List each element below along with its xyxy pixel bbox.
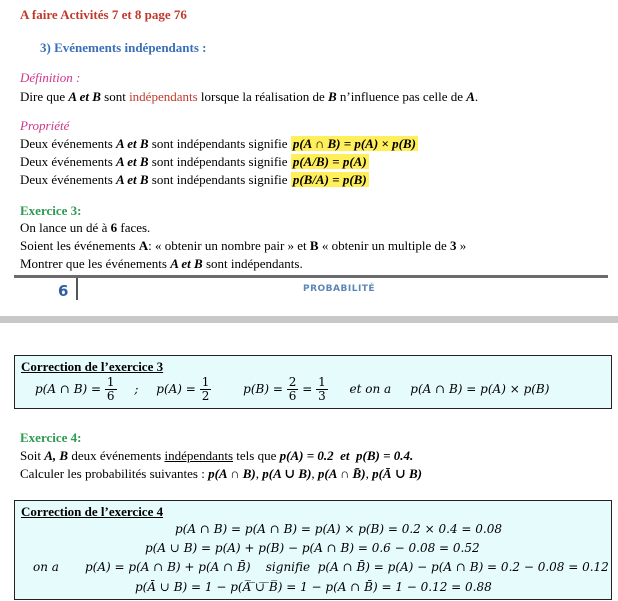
correction4-row-2: p(A ∪ B) = p(A) + p(B) − p(A ∩ B) = 0.6 − 0.08 = 0.52: [145, 541, 480, 555]
formula-highlight: p(B/A) = p(B): [292, 172, 367, 187]
propriete-line-2: Deux événements A et B sont indépendants signifie p(A/B) = p(A): [20, 154, 367, 169]
exercice3-line-3: Montrer que les événements A et B sont indépendants.: [20, 256, 303, 271]
formula-highlight: p(A/B) = p(A): [292, 154, 367, 169]
correction3-box: [14, 355, 612, 409]
correction4-row-3-prefix: on a: [33, 560, 59, 574]
correction3-title: Correction de l’exercice 3: [21, 359, 164, 374]
exercice3-line-1: On lance un dé à 6 faces.: [20, 220, 151, 235]
definition-text: Dire que A et B sont indépendants lorsque la réalisation de B n’influence pas celle de A.: [20, 89, 479, 104]
correction3-formulas: p(A ∩ B) = $\frac{1}{6}$ ; p(A) = $\frac{1}{2}$ p(B) = $\frac{2}{6}$ = $\frac{1}{3}$ et on a p(A ∩ B) = p(A) × p(B): [35, 375, 550, 403]
propriete-line-1: Deux événements A et B sont indépendants signifie p(A ∩ B) = p(A) × p(B): [20, 136, 416, 151]
propriete-label: Propriété: [20, 118, 70, 133]
exercice4-label: Exercice 4:: [20, 430, 82, 445]
exercice3-line-2: Soient les événements A: « obtenir un nombre pair » et B « obtenir un multiple de 3 »: [20, 238, 467, 253]
footer-divider: [76, 278, 78, 300]
correction4-row-3: p(A) = p(A ∩ B) + p(A ∩ B̄) signifie p(A ∩ B̄) = p(A) − p(A ∩ B) = 0.2 − 0.08 = 0.12: [85, 560, 609, 574]
page-header: A faire Activités 7 et 8 page 76: [20, 7, 187, 22]
page-separator: [0, 316, 618, 323]
formula-highlight: p(A ∩ B) = p(A) × p(B): [292, 136, 416, 151]
exercice3-label: Exercice 3:: [20, 203, 82, 218]
footer-label: PROBABILITÉ: [303, 284, 376, 294]
section-title: 3) Evénements indépendants :: [40, 40, 207, 55]
definition-label: Définition :: [20, 70, 81, 85]
propriete-line-3: Deux événements A et B sont indépendants signifie p(B/A) = p(B): [20, 172, 367, 187]
footer-rule: [14, 275, 608, 278]
page-number: 6: [58, 282, 69, 300]
exercice4-line-1: Soit A, B deux événements indépendants tels que p(A) = 0.2 et p(B) = 0.4.: [20, 448, 414, 463]
correction4-row-1: p(A ∩ B) = p(A ∩ B) = p(A) × p(B) = 0.2 × 0.4 = 0.08: [175, 522, 502, 536]
exercice4-line-2: Calculer les probabilités suivantes : p(A ∩ B), p(A ∪ B), p(A ∩ B̄), p(Ā ∪ B): [20, 466, 422, 481]
correction4-row-4: p(Ā ∪ B) = 1 − p(A̅ ̅∪̅ ̅B̅) = 1 − p(A ∩ B̄) = 1 − 0.12 = 0.88: [135, 580, 492, 594]
correction4-title: Correction de l’exercice 4: [21, 504, 164, 519]
correction4-box: [14, 500, 612, 600]
